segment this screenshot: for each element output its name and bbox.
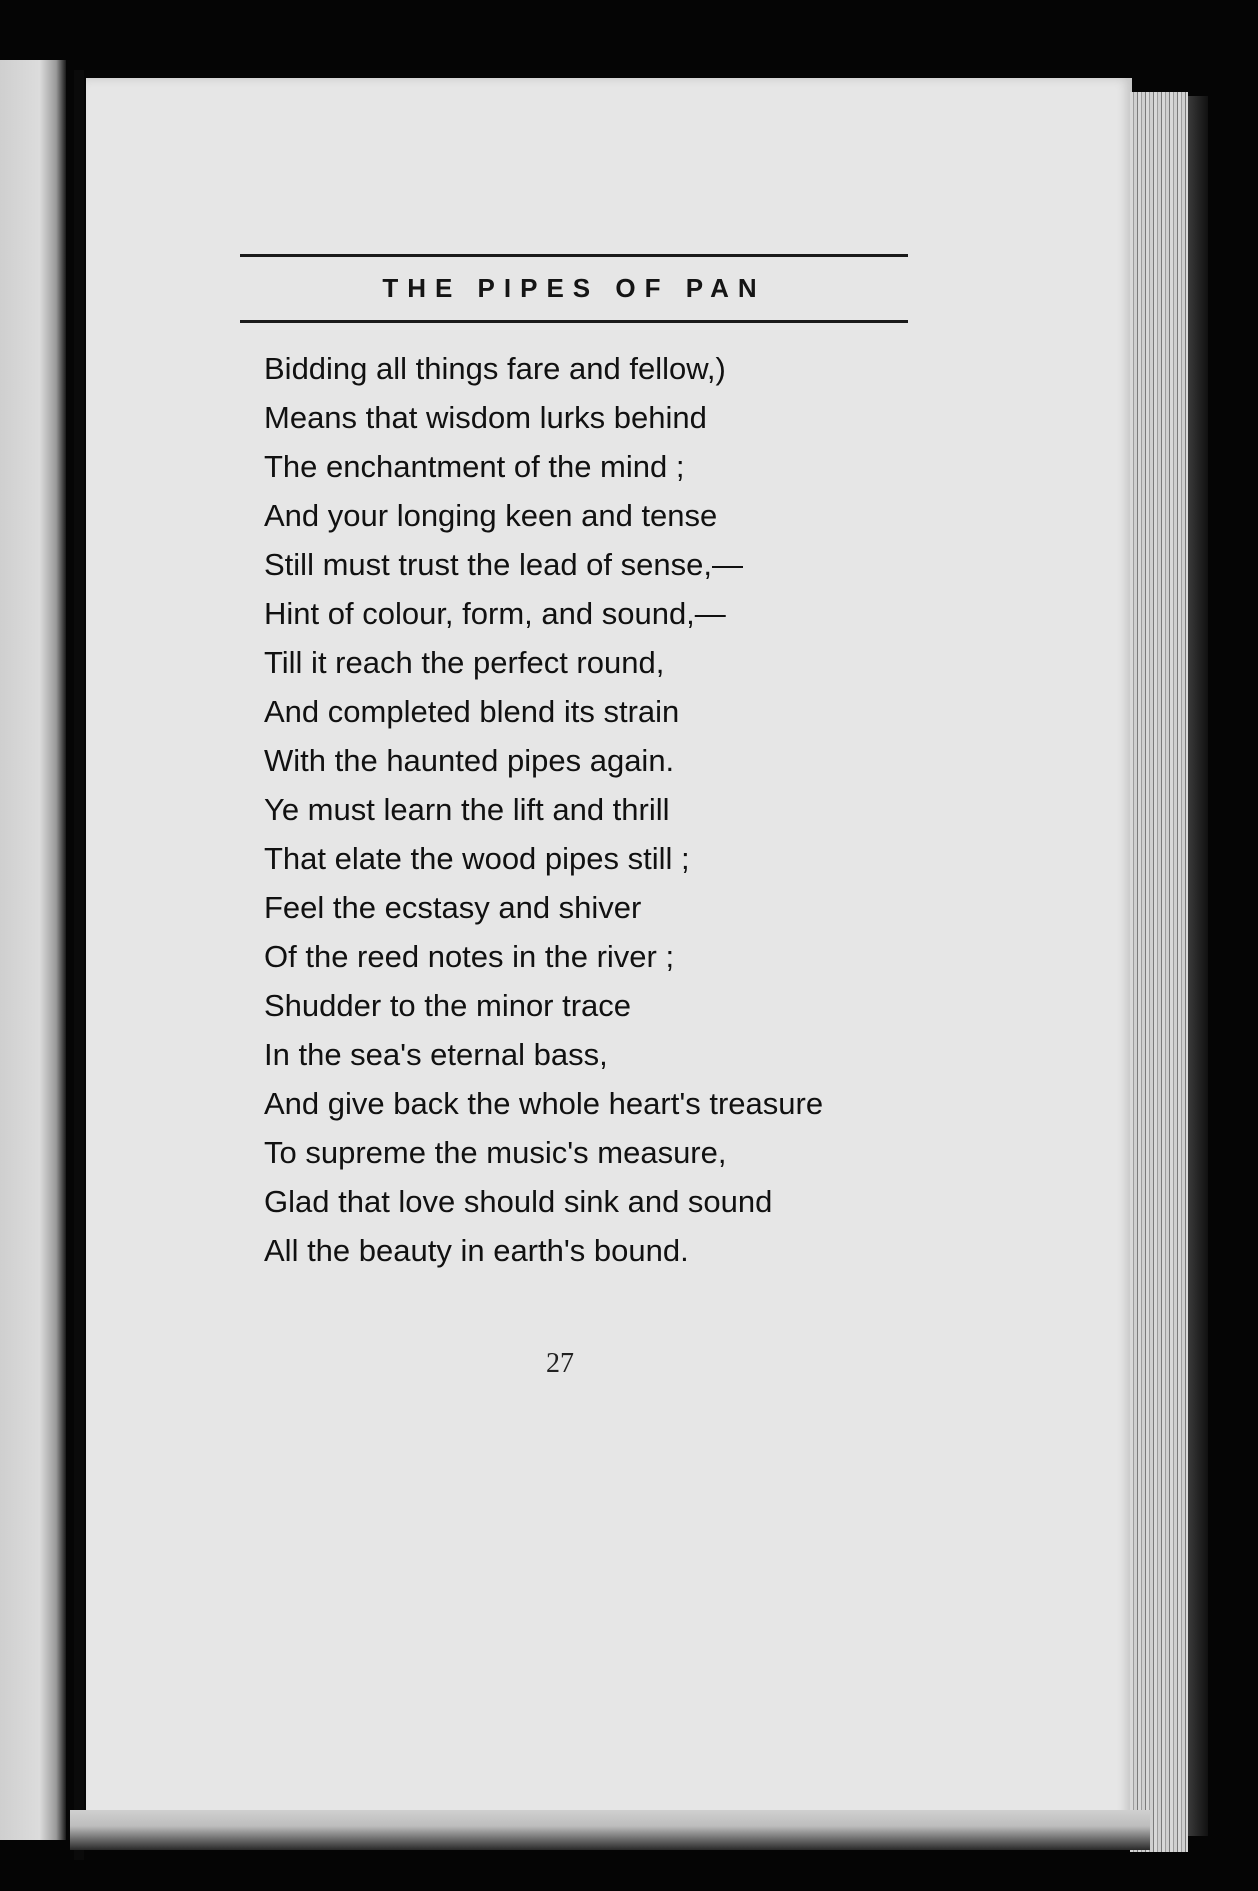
poem-line: The enchantment of the mind ; [264,449,685,484]
poem-line: Glad that love should sink and sound [264,1184,773,1219]
poem-line: Till it reach the perfect round, [264,645,665,680]
poem-line: All the beauty in earth's bound. [264,1233,689,1268]
poem-line: And your longing keen and tense [264,498,718,533]
page-number: 27 [546,1348,574,1379]
facing-page-edge [0,60,66,1840]
poem-line: Of the reed notes in the river ; [264,939,675,974]
book-gutter [74,70,84,1860]
poem-line: Bidding all things fare and fellow,) [264,351,726,386]
poem-line: That elate the wood pipes still ; [264,841,690,876]
book-cover-edge [1188,96,1208,1836]
poem-line: Feel the ecstasy and shiver [264,890,642,925]
poem-line: And completed blend its strain [264,694,680,729]
header-rule-top [240,254,908,257]
poem-line: To supreme the music's measure, [264,1135,727,1170]
poem-stanza [264,344,904,1275]
page-bottom-edge [70,1810,1150,1850]
poem-line: Ye must learn the lift and thrill [264,792,670,827]
poem-line: Shudder to the minor trace [264,988,632,1023]
poem-line: With the haunted pipes again. [264,743,675,778]
running-head: THE PIPES OF PAN [382,273,766,303]
poem-line: And give back the whole heart's treasure [264,1086,824,1121]
header-rule-bottom [240,320,908,323]
poem-line: In the sea's eternal bass, [264,1037,608,1072]
poem-line: Hint of colour, form, and sound,— [264,596,726,631]
poem-line: Still must trust the lead of sense,— [264,547,743,582]
poem-line: Means that wisdom lurks behind [264,400,707,435]
page-edges-stack [1130,92,1188,1852]
